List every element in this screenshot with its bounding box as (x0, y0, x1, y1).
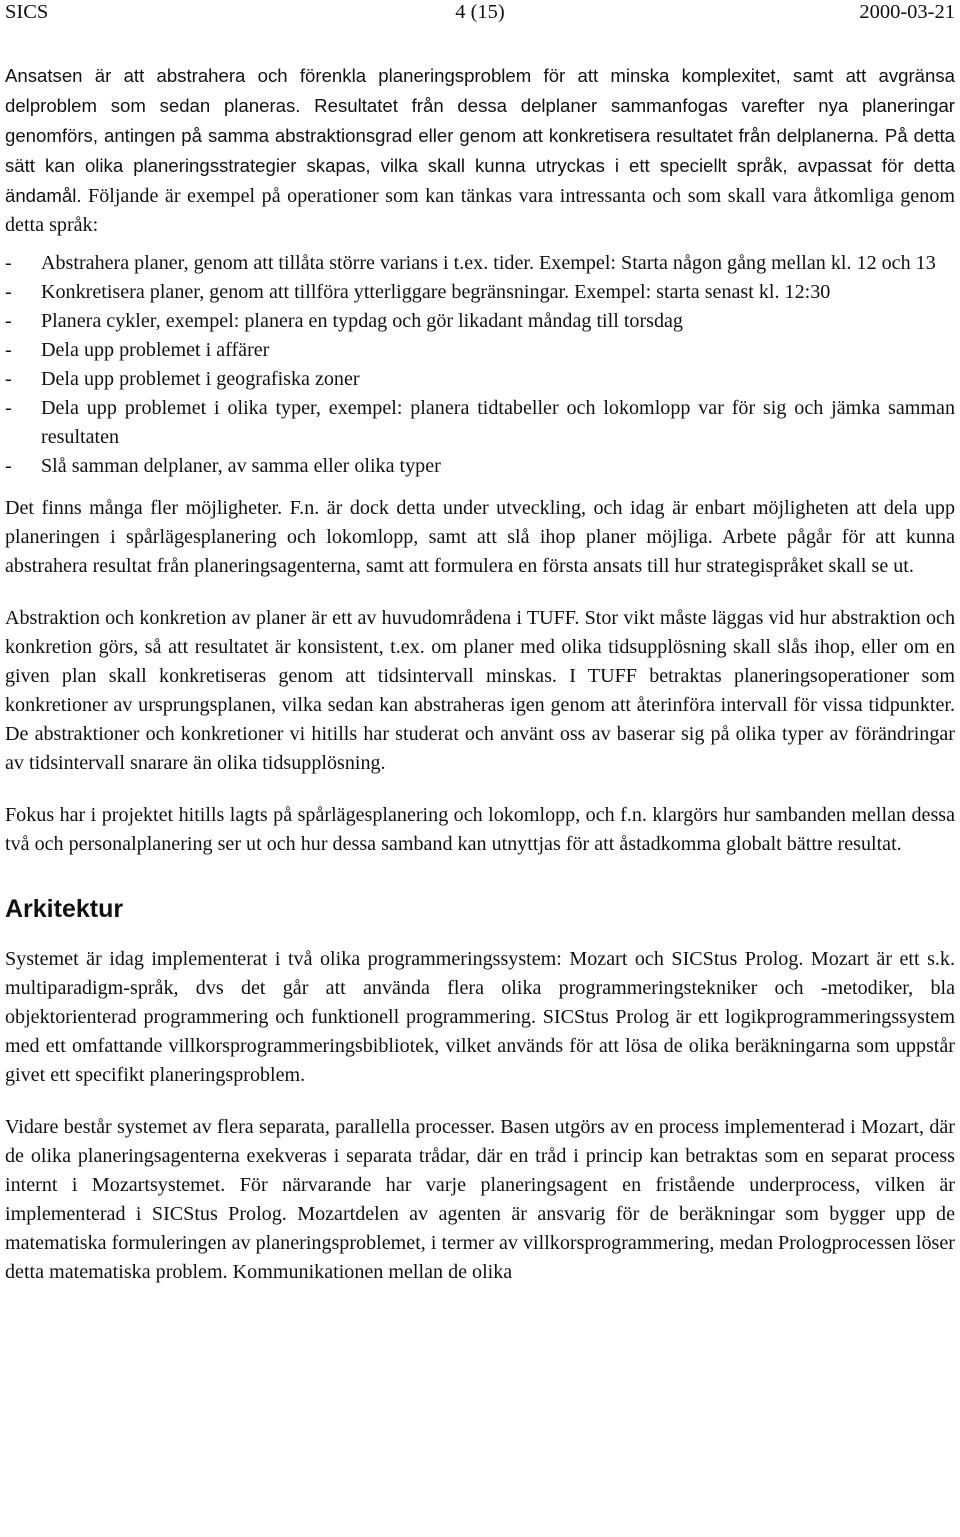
list-item (5, 452, 955, 481)
intro-serif-text: Följande är exempel på operationer som kan tänkas vara intressanta och som skall vara åtkomliga genom detta språk: (5, 185, 955, 236)
body-paragraph-1: Det finns många fler möjligheter. F.n. är dock detta under utveckling, och idag är enbart möjligheten att dela upp planeringen i spårlägesplanering och lokomlopp, samt att slå ihop planer möjliga. Arbete pågår för att kunna abstrahera resultat från planeringsagenterna, samt att formulera en första ansats till hur strategispråket skall se ut. (5, 497, 955, 577)
list-dash: - (5, 397, 12, 419)
section-paragraph-2: Vidare består systemet av flera separata, parallella processer. Basen utgörs av en process implementerad i Mozart, där de olika planeringsagenterna exekveras i separata trådar, där en tråd i princip kan betraktas som en separat process internt i Mozartsystemet. För närvarande har varje planeringsagent en fristående underprocess, vilken är implementerad i SICStus Prolog. Mozartdelen av agenten är ansvarig för de beräkningar som bygger upp de matematiska formuleringen av planeringsproblemet, i termer av villkorsprogrammering, medan Prologprocessen löser detta matematiska problem. Kommunikationen mellan de olika (5, 1116, 955, 1283)
body-paragraph-2: Abstraktion och konkretion av planer är ett av huvudområdena i TUFF. Stor vikt måste läggas vid hur abstraktion och konkretion görs, så att resultatet är konsistent, t.ex. om planer med olika tidsupplösning skall slås ihop, eller om en given plan skall konkretiseras genom att tidsintervall minskas. I TUFF betraktas planeringsoperationer som konkretioner av ursprungsplanen, vilka sedan kan abstraheras igen genom att återinföra intervall för vissa tidpunkter. De abstraktioner och konkretioner vi hitills har studerat och använt oss av baserar sig på olika typer av förändringar av tidsintervall snarare än olika tidsupplösning. (5, 607, 955, 774)
list-item-text: Dela upp problemet i affärer (41, 339, 270, 361)
intro-paragraph (5, 61, 955, 240)
list-dash: - (5, 281, 12, 303)
header-page-number: 4 (15) (455, 1, 505, 23)
list-dash: - (5, 310, 12, 332)
intro-sans-text: Ansatsen är att abstrahera och förenkla planeringsproblem för att minska komplexitet, samt att avgränsa delproblem som sedan planeras. Resultatet från dessa delplaner sammanfogas varefter nya planeringar genomförs, antingen på samma abstraktionsgrad eller genom att konkretisera resultatet från delplanerna. På detta sätt kan olika planeringsstrategier skapas, vilka skall kunna utryckas i ett speciellt språk, avpassat för detta ändamål. (5, 65, 955, 206)
list-dash: - (5, 455, 12, 477)
list-item-text: Slå samman delplaner, av samma eller olika typer (41, 455, 441, 477)
list-dash: - (5, 368, 12, 390)
list-dash: - (5, 339, 12, 361)
header-org: SICS (5, 1, 49, 23)
document-page (5, 0, 955, 1287)
section-heading: Arkitektur (5, 895, 124, 923)
list-item-text: Abstrahera planer, genom att tillåta större varians i t.ex. tider. Exempel: Starta någon gång mellan kl. 12 och 13 (41, 252, 936, 274)
list-item-text: Dela upp problemet i olika typer, exempel: planera tidtabeller och lokomlopp var för sig och jämka samman resultaten (41, 397, 955, 448)
section-paragraph-1: Systemet är idag implementerat i två olika programmeringssystem: Mozart och SICStus Prolog. Mozart är ett s.k. multiparadigm-språk, dvs det går att använda flera olika programmeringstekniker och -metodiker, bla objektorienterad programmering och funktionell programmering. SICStus Prolog är ett logikprogrammeringssystem med ett omfattande villkorsprogrammeringsbibliotek, vilket används för att lösa de olika beräkningarna som uppstår givet ett specifikt planeringsproblem. (5, 948, 955, 1086)
header-date: 2000-03-21 (859, 1, 955, 23)
list-item (5, 365, 955, 394)
list-item (5, 336, 955, 365)
list-dash: - (5, 252, 12, 274)
body-paragraph-3: Fokus har i projektet hitills lagts på spårlägesplanering och lokomlopp, och f.n. klargörs hur sambanden mellan dessa två och personalplanering ser ut och hur dessa samband kan utnyttjas för att åstadkomma globalt bättre resultat. (5, 804, 955, 855)
list-item (5, 249, 955, 278)
list-item-text: Konkretisera planer, genom att tillföra ytterliggare begränsningar. Exempel: starta senast kl. 12:30 (41, 281, 831, 303)
page-header (5, 0, 955, 24)
list-item (5, 278, 955, 307)
list-item (5, 307, 955, 336)
list-item-text: Planera cykler, exempel: planera en typdag och gör likadant måndag till torsdag (41, 310, 683, 332)
list-item (5, 394, 955, 452)
operations-list (5, 249, 955, 481)
list-item-text: Dela upp problemet i geografiska zoner (41, 368, 360, 390)
